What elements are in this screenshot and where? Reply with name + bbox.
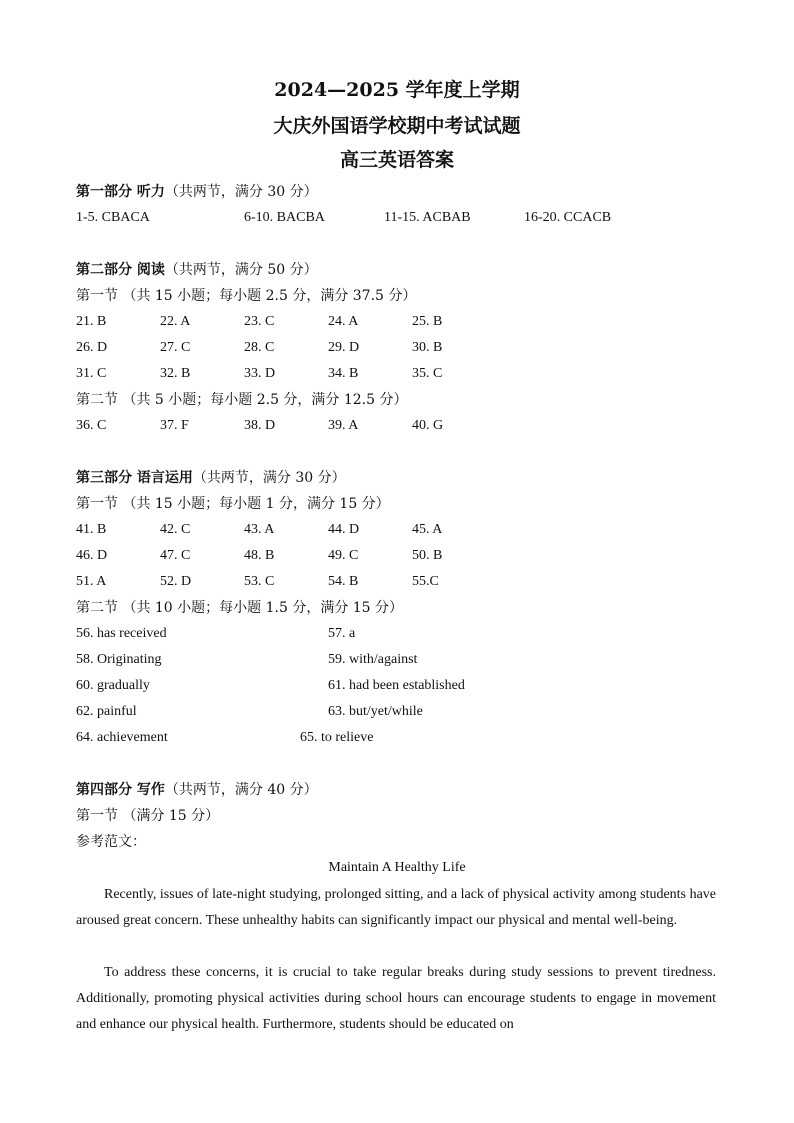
part2-heading-bold: 第二部分 阅读 bbox=[76, 262, 165, 278]
answer-cell: 51. A bbox=[76, 574, 107, 589]
answer-cell: 6-10. BACBA bbox=[244, 210, 325, 225]
answer-cell: 35. C bbox=[412, 366, 443, 381]
part4-heading bbox=[76, 780, 318, 800]
part3-heading-bold: 第三部分 语言运用 bbox=[76, 470, 193, 486]
answer-cell: 41. B bbox=[76, 522, 107, 537]
answer-cell: 44. D bbox=[328, 522, 360, 537]
answer-cell: 30. B bbox=[412, 340, 443, 355]
part1-heading-bold: 第一部分 听力 bbox=[76, 184, 165, 200]
answer-cell: 47. C bbox=[160, 548, 191, 563]
answer-cell: 45. A bbox=[412, 522, 443, 537]
fill-answer-cell: 56. has received bbox=[76, 626, 167, 641]
essay-paragraph: To address these concerns, it is crucial to take regular breaks during study sessions to prevent tiredness. Additionally, promoting physical activities during school hours can encourage students to engage in movement and enhance our physical health. Furthermore, students should be educated on bbox=[76, 965, 716, 1032]
answer-cell: 55.C bbox=[412, 574, 439, 589]
answer-cell: 31. C bbox=[76, 366, 107, 381]
fill-answer-row bbox=[76, 623, 736, 645]
answer-cell: 52. D bbox=[160, 574, 192, 589]
answer-cell: 26. D bbox=[76, 340, 108, 355]
school-year-title: 2024—2025 学年度上学期 bbox=[274, 79, 520, 101]
answer-cell: 25. B bbox=[412, 314, 443, 329]
answer-cell: 49. C bbox=[328, 548, 359, 563]
answer-cell: 29. D bbox=[328, 340, 360, 355]
answer-cell: 23. C bbox=[244, 314, 275, 329]
answer-cell: 43. A bbox=[244, 522, 275, 537]
fill-answer-cell: 62. painful bbox=[76, 704, 137, 719]
answer-row bbox=[76, 337, 736, 359]
answer-cell: 53. C bbox=[244, 574, 275, 589]
answer-cell: 24. A bbox=[328, 314, 359, 329]
fill-answer-row bbox=[76, 701, 736, 723]
part1-heading-rest: （共两节，满分 30 分） bbox=[164, 184, 318, 200]
exam-title: 大庆外国语学校期中考试试题 bbox=[273, 115, 521, 137]
essay-paragraph: Recently, issues of late-night studying, prolonged sitting, and a lack of physical activity among students have aroused great concern. These unhealthy habits can significantly impact our physical and mental well-being. bbox=[76, 887, 716, 928]
answer-row bbox=[76, 415, 736, 437]
fill-answer-row bbox=[76, 675, 736, 697]
answer-cell: 21. B bbox=[76, 314, 107, 329]
answer-row bbox=[76, 519, 736, 541]
fill-answer-cell: 60. gradually bbox=[76, 678, 150, 693]
answer-cell: 1-5. CBACA bbox=[76, 210, 150, 225]
answer-cell: 37. F bbox=[160, 418, 189, 433]
part2-heading bbox=[76, 260, 318, 280]
fill-answer-row bbox=[76, 727, 736, 749]
answer-cell: 39. A bbox=[328, 418, 359, 433]
fill-answer-cell: 65. to relieve bbox=[300, 730, 374, 745]
part4-heading-bold: 第四部分 写作 bbox=[76, 782, 165, 798]
essay-title: Maintain A Healthy Life bbox=[328, 860, 466, 875]
answer-row bbox=[76, 363, 736, 385]
answer-cell: 50. B bbox=[412, 548, 443, 563]
answer-cell: 11-15. ACBAB bbox=[384, 210, 471, 225]
fill-answer-row bbox=[76, 649, 736, 671]
answer-cell: 40. G bbox=[412, 418, 444, 433]
fill-answer-cell: 58. Originating bbox=[76, 652, 162, 667]
fill-answer-cell: 63. but/yet/while bbox=[328, 704, 423, 719]
part2-section2-heading: 第二节 （共 5 小题；每小题 2.5 分，满分 12.5 分） bbox=[76, 392, 408, 408]
answer-row bbox=[76, 571, 736, 593]
part4-section1-heading: 第一节 （满分 15 分） bbox=[76, 808, 220, 824]
answer-cell: 27. C bbox=[160, 340, 191, 355]
part4-heading-rest: （共两节，满分 40 分） bbox=[164, 782, 318, 798]
part3-section1-heading: 第一节 （共 15 小题；每小题 1 分，满分 15 分） bbox=[76, 496, 390, 512]
fill-answer-cell: 57. a bbox=[328, 626, 356, 641]
answer-cell: 32. B bbox=[160, 366, 191, 381]
fill-answer-cell: 59. with/against bbox=[328, 652, 418, 667]
answer-cell: 38. D bbox=[244, 418, 276, 433]
answer-row bbox=[76, 545, 736, 567]
part2-section1-heading: 第一节 （共 15 小题；每小题 2.5 分，满分 37.5 分） bbox=[76, 288, 417, 304]
answer-cell: 42. C bbox=[160, 522, 191, 537]
part2-heading-rest: （共两节，满分 50 分） bbox=[164, 262, 318, 278]
fill-answer-cell: 61. had been established bbox=[328, 678, 465, 693]
sample-essay-label: 参考范文： bbox=[76, 834, 146, 850]
answer-cell: 48. B bbox=[244, 548, 275, 563]
answer-cell: 36. C bbox=[76, 418, 107, 433]
part3-heading bbox=[76, 468, 346, 488]
answer-row bbox=[76, 311, 736, 333]
answer-cell: 22. A bbox=[160, 314, 191, 329]
answer-cell: 33. D bbox=[244, 366, 276, 381]
part1-heading bbox=[76, 182, 318, 202]
answer-cell: 46. D bbox=[76, 548, 108, 563]
answer-key-title: 高三英语答案 bbox=[339, 149, 454, 171]
answer-cell: 16-20. CCACB bbox=[524, 210, 612, 225]
answer-cell: 28. C bbox=[244, 340, 275, 355]
part3-section2-heading: 第二节 （共 10 小题；每小题 1.5 分，满分 15 分） bbox=[76, 600, 404, 616]
answer-cell: 34. B bbox=[328, 366, 359, 381]
fill-answer-cell: 64. achievement bbox=[76, 730, 168, 745]
part1-answers-row bbox=[76, 207, 736, 229]
answer-cell: 54. B bbox=[328, 574, 359, 589]
part3-heading-rest: （共两节，满分 30 分） bbox=[192, 470, 346, 486]
